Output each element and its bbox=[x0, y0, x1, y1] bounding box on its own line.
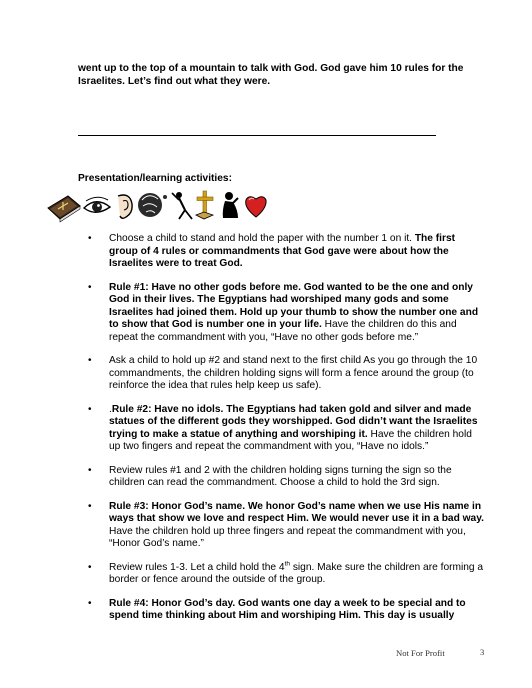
bible-icon bbox=[48, 196, 80, 222]
bullet: • bbox=[88, 403, 92, 415]
body-text: Have the children hold up three fingers and repeat the commandment with you, “Honor God’s name.” bbox=[109, 525, 466, 549]
bullet: • bbox=[88, 561, 92, 573]
bullet: • bbox=[88, 464, 92, 476]
ear-icon bbox=[118, 195, 132, 218]
eye-icon bbox=[84, 197, 110, 212]
bold-text: Rule #1: Have no other gods before me. God wanted to be the one and only God in their lives. The Egyptians had worshiped many gods and some Israelites had joined them. Hold up your thumb to show the number one and to show that God is number one in your life. bbox=[109, 281, 479, 330]
body-text: . bbox=[109, 403, 112, 415]
list-item bbox=[88, 501, 486, 551]
list-item bbox=[88, 562, 486, 587]
list-item bbox=[88, 598, 486, 623]
intro-paragraph: went up to the top of a mountain to talk with God. God gave him 10 rules for the Israelites. Let’s find out what they were. bbox=[78, 63, 464, 87]
body-text: Choose a child to stand and hold the paper with the number 1 on it. bbox=[109, 233, 415, 244]
body-text: Ask a child to hold up #2 and stand next to the first child As you go through the 10 commandments, the children holding signs will form a fence around the group (to reinforce the idea that rules help keep us safe). bbox=[109, 355, 478, 391]
cross-icon bbox=[196, 191, 213, 219]
bold-text: Rule #2: Have no idols. The Egyptians had taken gold and silver and made statues of the different gods they worshipped. God didn’t want the Israelites trying to make a statue of anything and worshiping it. bbox=[109, 403, 478, 440]
bullet: • bbox=[88, 355, 92, 366]
list-item bbox=[88, 465, 486, 490]
footer-text: Not For Profit bbox=[396, 648, 445, 658]
praying-person-icon bbox=[223, 192, 238, 218]
bullet: • bbox=[88, 500, 92, 512]
bold-text: Rule #4: Honor God’s day. God wants one day a week to be special and to spend time thinking about Him and worshiping Him. This day is usually bbox=[109, 597, 466, 621]
horizontal-rule bbox=[78, 135, 436, 136]
heart-icon bbox=[246, 197, 266, 217]
list-item bbox=[88, 282, 486, 345]
body-text: sign. Make sure the children are forming a border or fence around the outside of the group. bbox=[109, 561, 484, 585]
body-text: Review rules 1-3. Let a child hold the 4 bbox=[109, 561, 285, 573]
bold-text: Rule #3: Honor God’s name. We honor God’s name when we use His name in ways that show we love and respect Him. We would never use it in a bad way. bbox=[109, 500, 484, 524]
stretching-person-icon bbox=[172, 192, 192, 219]
list-item bbox=[88, 355, 486, 393]
page-number: 3 bbox=[480, 647, 485, 657]
body-text: th bbox=[284, 560, 290, 568]
body-text: Have the children do this and repeat the commandment with you, “Have no other gods before me.” bbox=[109, 319, 457, 343]
body-text: Review rules #1 and 2 with the children holding signs turning the sign so the children can read the commandment. Choose a child to hold the 3rd sign. bbox=[109, 464, 452, 488]
section-heading: Presentation/learning activities: bbox=[78, 173, 232, 184]
bold-text: The first group of 4 rules or commandments that God gave were about how the Israelites were to treat God. bbox=[109, 233, 456, 269]
learning-style-icons bbox=[46, 186, 268, 224]
bullet: • bbox=[88, 233, 92, 244]
bullet: • bbox=[88, 281, 92, 293]
list-item bbox=[88, 404, 486, 454]
body-text: Have the children hold up two fingers and repeat the commandment with you, “Have no idols.” bbox=[109, 428, 472, 452]
activity-list bbox=[88, 233, 486, 623]
thinking-head-icon bbox=[138, 193, 167, 217]
bullet: • bbox=[88, 597, 92, 609]
icon-strip-svg bbox=[46, 186, 268, 224]
list-item bbox=[88, 233, 486, 271]
